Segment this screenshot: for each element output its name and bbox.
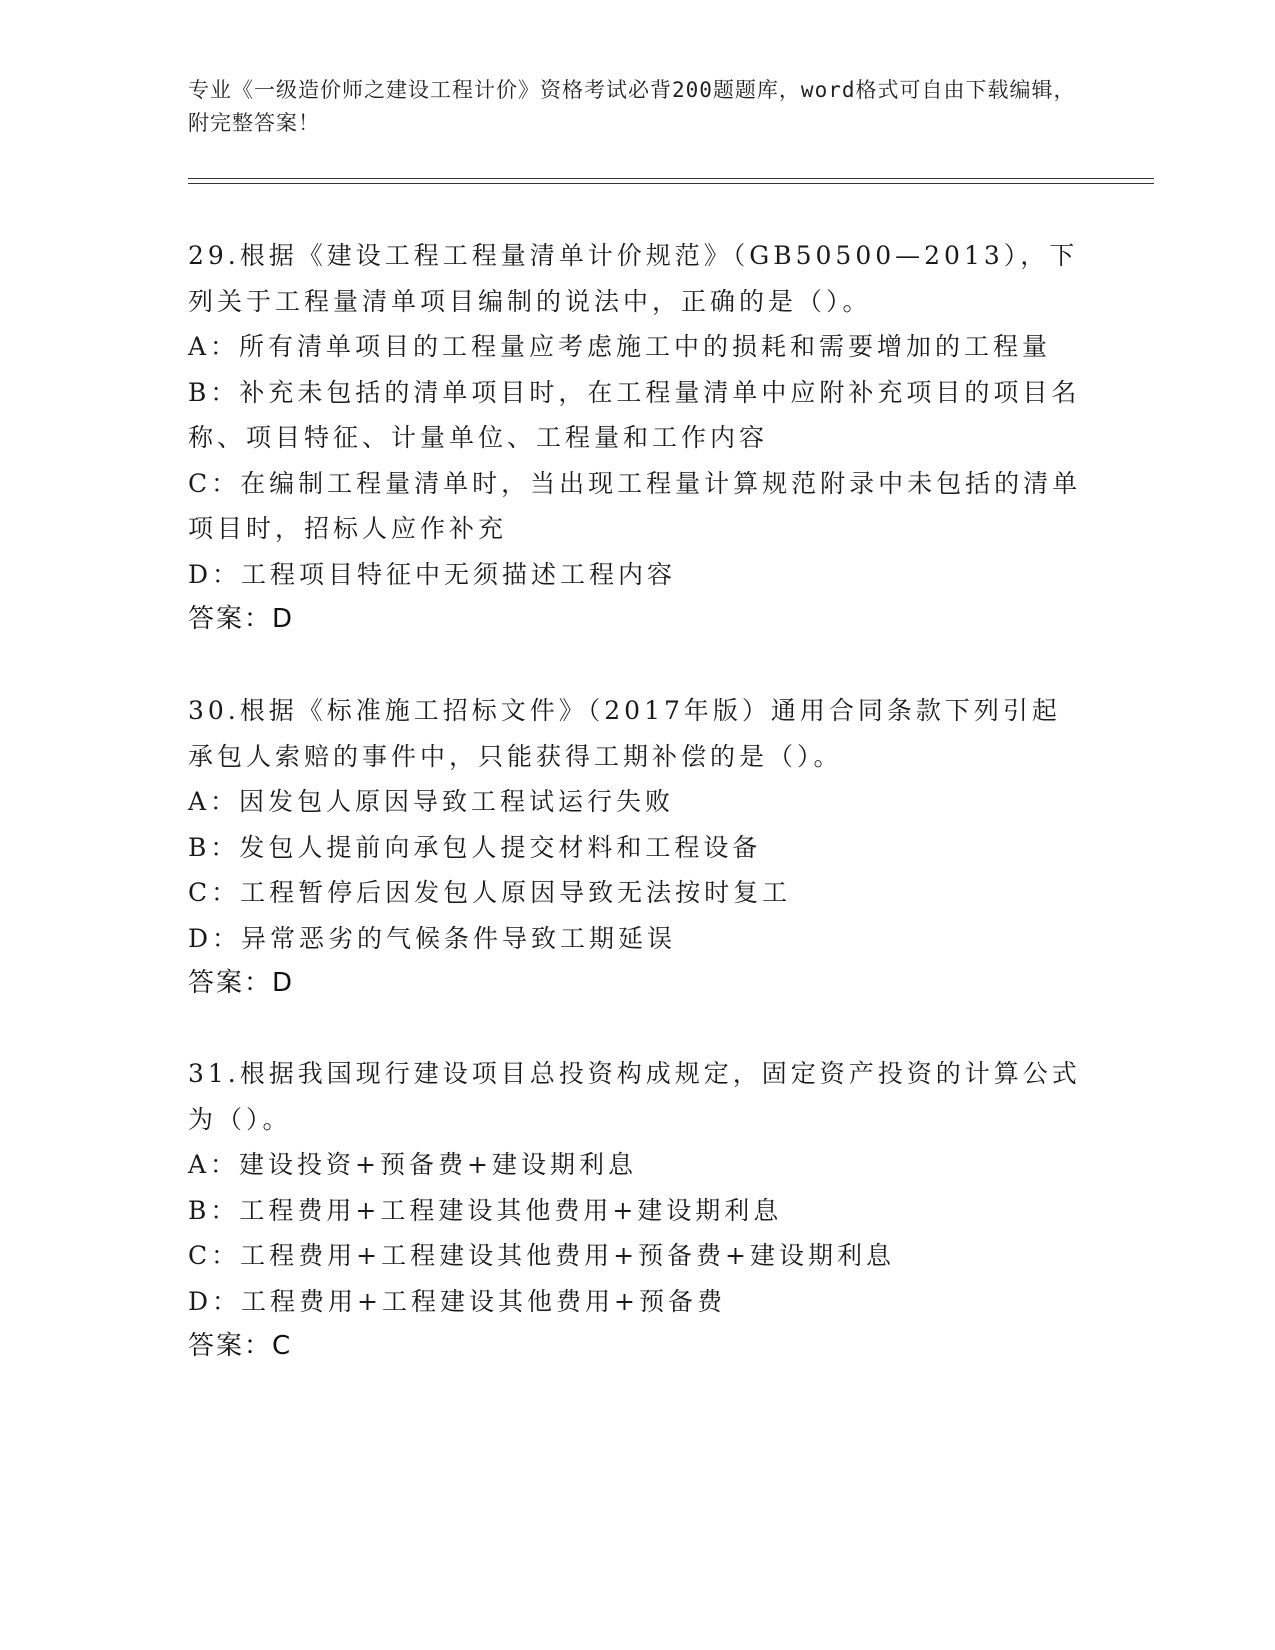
document-header: 专业《一级造价师之建设工程计价》资格考试必背200题题库，word格式可自由下载编辑，附完整答案！ [188, 78, 1076, 135]
option-b: B：工程费用+工程建设其他费用+建设期利息 [188, 1195, 783, 1225]
answer: 答案：C [188, 1331, 293, 1361]
option-d: D：异常恶劣的气候条件导致工期延误 [188, 923, 677, 953]
option-b: B：补充未包括的清单项目时，在工程量清单中应附补充项目的项目名称、项目特征、计量单位、工程量和工作内容 [188, 377, 1081, 452]
option-d: D：工程费用+工程建设其他费用+预备费 [188, 1286, 726, 1316]
question-30 [188, 688, 1088, 1007]
question-31 [188, 1051, 1088, 1370]
header-divider-top [188, 178, 1154, 179]
question-stem: 29.根据《建设工程工程量清单计价规范》（GB50500—2013），下列关于工程量清单项目编制的说法中，正确的是（）。 [188, 241, 1079, 316]
answer: 答案：D [188, 968, 295, 998]
option-c: C：工程暂停后因发包人原因导致无法按时复工 [188, 878, 792, 907]
question-stem: 31.根据我国现行建设项目总投资构成规定，固定资产投资的计算公式为（）。 [188, 1059, 1081, 1134]
option-b: B：发包人提前向承包人提交材料和工程设备 [188, 832, 762, 862]
option-a: A：建设投资+预备费+建设期利息 [188, 1150, 637, 1179]
question-stem: 30.根据《标准施工招标文件》（2017年版）通用合同条款下列引起承包人索赔的事件中，只能获得工期补偿的是（）。 [188, 696, 1061, 771]
header-divider-bottom [188, 183, 1154, 184]
option-d: D：工程项目特征中无须描述工程内容 [188, 559, 677, 589]
answer: 答案：D [188, 604, 295, 634]
option-a: A：因发包人原因导致工程试运行失败 [188, 787, 675, 816]
option-c: C：工程费用+工程建设其他费用+预备费+建设期利息 [188, 1241, 895, 1270]
question-29 [188, 233, 1088, 643]
option-a: A：所有清单项目的工程量应考虑施工中的损耗和需要增加的工程量 [188, 332, 1052, 361]
option-c: C：在编制工程量清单时，当出现工程量计算规范附录中未包括的清单项目时，招标人应作补充 [188, 468, 1082, 543]
